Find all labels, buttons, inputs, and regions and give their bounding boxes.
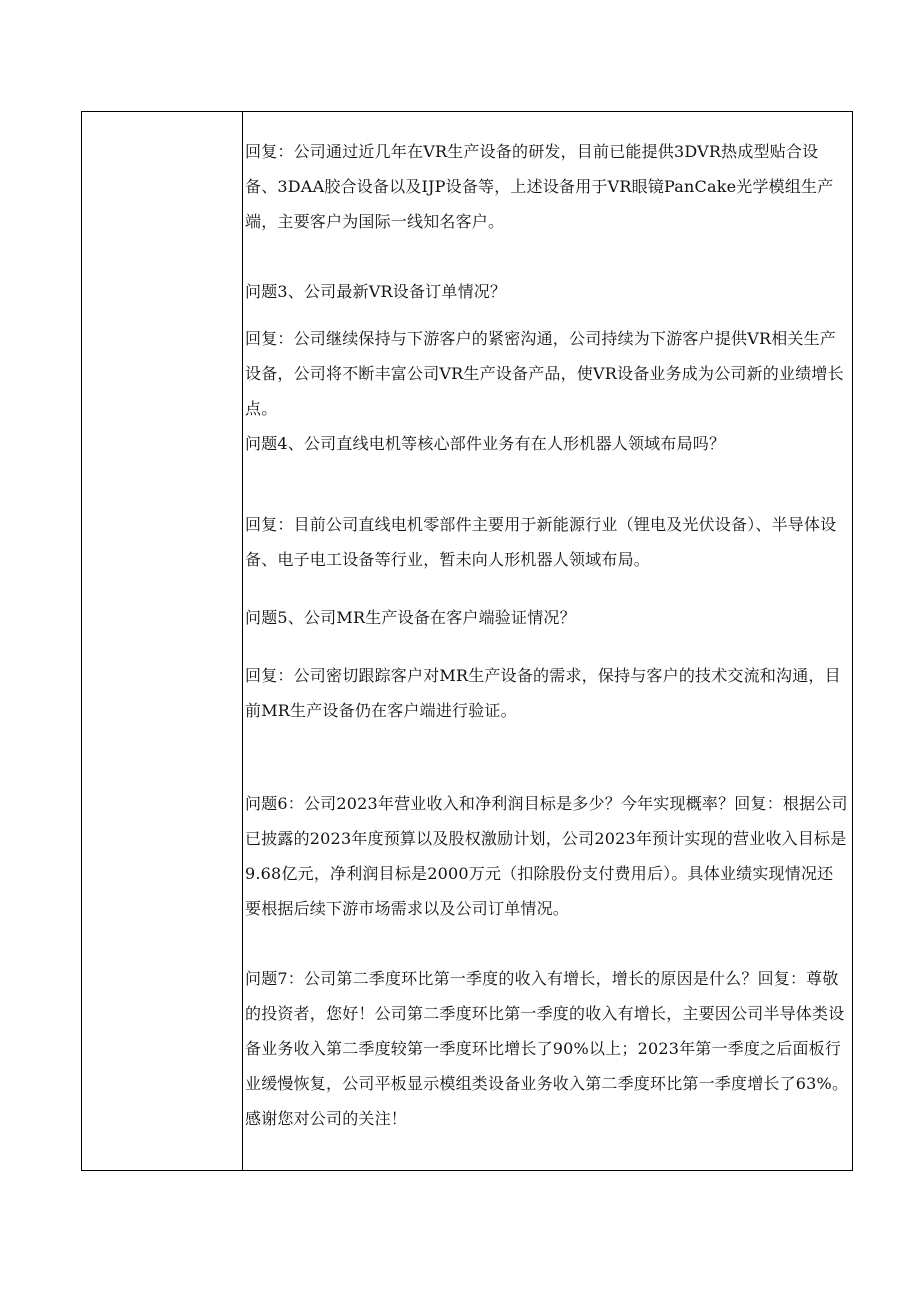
question-7-paragraph: 问题7：公司第二季度环比第一季度的收入有增长，增长的原因是什么？回复：尊敬的投资者，您好！公司第二季度环比第一季度的收入有增长，主要因公司半导体类设备业务收入第二季度较第一季度环比增长了90%以上；2023年第一季度之后面板行业缓慢恢复，公司平板显示模组类设备业务收入第二季度环比第一季度增长了63%。感谢您对公司的关注！ — [245, 969, 849, 1128]
answer-2-paragraph: 回复：公司通过近几年在VR生产设备的研发，目前已能提供3DVR热成型贴合设备、3DAA胶合设备以及IJP设备等，上述设备用于VR眼镜PanCake光学模组生产端，主要客户为国际一线知名客户。 — [245, 142, 834, 231]
table-right-cell — [243, 112, 852, 1170]
table-left-cell — [82, 112, 243, 1170]
question-4-paragraph: 问题4、公司直线电机等核心部件业务有在人形机器人领域布局吗？ — [245, 434, 726, 453]
question-5-paragraph: 问题5、公司MR生产设备在客户端验证情况？ — [245, 608, 576, 627]
question-3-paragraph: 问题3、公司最新VR设备订单情况？ — [245, 282, 507, 301]
answer-5-paragraph: 回复：公司密切跟踪客户对MR生产设备的需求，保持与客户的技术交流和沟通，目前MR生产设备仍在客户端进行验证。 — [245, 666, 841, 720]
question-6-paragraph: 问题6：公司2023年营业收入和净利润目标是多少？今年实现概率？回复：根据公司已披露的2023年度预算以及股权激励计划，公司2023年预计实现的营业收入目标是9.68亿元，净利润目标是2000万元（扣除股份支付费用后）。具体业绩实现情况还要根据后续下游市场需求以及公司订单情况。 — [245, 794, 848, 918]
qa-table — [81, 111, 853, 1171]
answer-4-paragraph: 回复：目前公司直线电机零部件主要用于新能源行业（锂电及光伏设备）、半导体设备、电子电工设备等行业，暂未向人形机器人领域布局。 — [245, 515, 837, 569]
answer-3-paragraph: 回复：公司继续保持与下游客户的紧密沟通，公司持续为下游客户提供VR相关生产设备，公司将不断丰富公司VR生产设备产品，使VR设备业务成为公司新的业绩增长点。 — [245, 329, 844, 418]
